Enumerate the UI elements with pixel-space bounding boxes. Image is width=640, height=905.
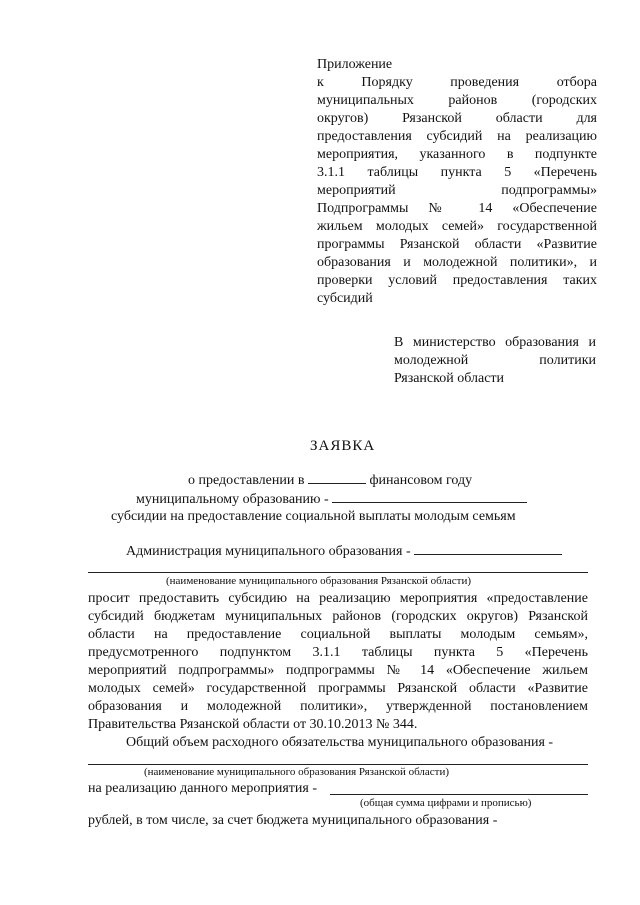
addressee-line: Рязанской области [394, 371, 505, 386]
subtitle-text: муниципальному образованию - [136, 492, 329, 507]
addressee-line: молодежной политики [394, 353, 596, 368]
municipality-blank-field[interactable] [332, 490, 527, 503]
appendix-line: округов) Рязанской области для [317, 111, 597, 126]
appendix-line: 3.1.1 таблицы пункта 5 «Перечень [317, 165, 597, 180]
paragraph-line: молодых семей» государственной программы Рязанской области «Развитие [88, 681, 588, 696]
paragraph-line: области на предоставление социальной выплаты молодым семьям», [88, 627, 588, 642]
appendix-line: жильем молодых семей» государственной [317, 219, 597, 234]
subtitle-text: о предоставлении в [188, 473, 305, 488]
paragraph-line: просит предоставить субсидию на реализацию мероприятия «предоставление [88, 591, 588, 606]
implementation-label: на реализацию данного мероприятия - [88, 781, 318, 796]
subtitle-text: финансовом году [369, 473, 473, 488]
municipality-caption: (наименование муниципального образования Рязанской области) [166, 575, 472, 587]
appendix-line: образования и молодежной политики», и [317, 255, 597, 270]
appendix-line: предоставления субсидий на реализацию [317, 129, 597, 144]
subtitle-line-3: субсидии на предоставление социальной выплаты молодым семьям [111, 509, 516, 524]
appendix-line: мероприятий подпрограммы» [317, 183, 597, 198]
subtitle-line-2 [136, 490, 527, 509]
paragraph-line: предусмотренного подпунктом 3.1.1 таблицы пункта 5 «Перечень [88, 645, 588, 660]
paragraph-line: субсидий бюджетам муниципальных районов (городских округов) Рязанской [88, 609, 588, 624]
document-title: ЗАЯВКА [310, 438, 376, 454]
paragraph-line: образования и молодежной политики», утвержденной постановлением [88, 699, 588, 714]
appendix-line: Приложение [317, 57, 393, 72]
paragraph-line: Правительства Рязанской области от 30.10.2013 № 344. [88, 717, 418, 732]
admin-blank-field[interactable] [414, 542, 562, 555]
appendix-line: мероприятия, указанного в подпункте [317, 147, 597, 162]
appendix-line: к Порядку проведения отбора [317, 75, 597, 90]
addressee-line: В министерство образования и [394, 335, 596, 350]
total-volume-label: Общий объем расходного обязательства муниципального образования - [126, 735, 554, 750]
municipality-underline[interactable] [88, 572, 588, 573]
appendix-line: муниципальных районов (городских [317, 93, 597, 108]
appendix-line: Подпрограммы № 14 «Обеспечение [317, 201, 597, 216]
appendix-line: субсидий [317, 291, 373, 306]
paragraph-line: мероприятий подпрограммы» подпрограммы № 14 «Обеспечение жильем [88, 663, 588, 678]
appendix-line: проверки условий предоставления таких [317, 273, 597, 288]
municipality-caption-2: (наименование муниципального образования Рязанской области) [144, 766, 450, 778]
rubles-line: рублей, в том числе, за счет бюджета муниципального образования - [88, 813, 498, 828]
admin-line [126, 542, 562, 561]
year-blank-field[interactable] [308, 471, 366, 484]
sum-underline[interactable] [330, 794, 588, 795]
subtitle-line-1 [188, 471, 472, 490]
sum-caption: (общая сумма цифрами и прописью) [360, 797, 532, 809]
appendix-line: программы Рязанской области «Развитие [317, 237, 597, 252]
admin-label: Администрация муниципального образования - [126, 544, 411, 559]
